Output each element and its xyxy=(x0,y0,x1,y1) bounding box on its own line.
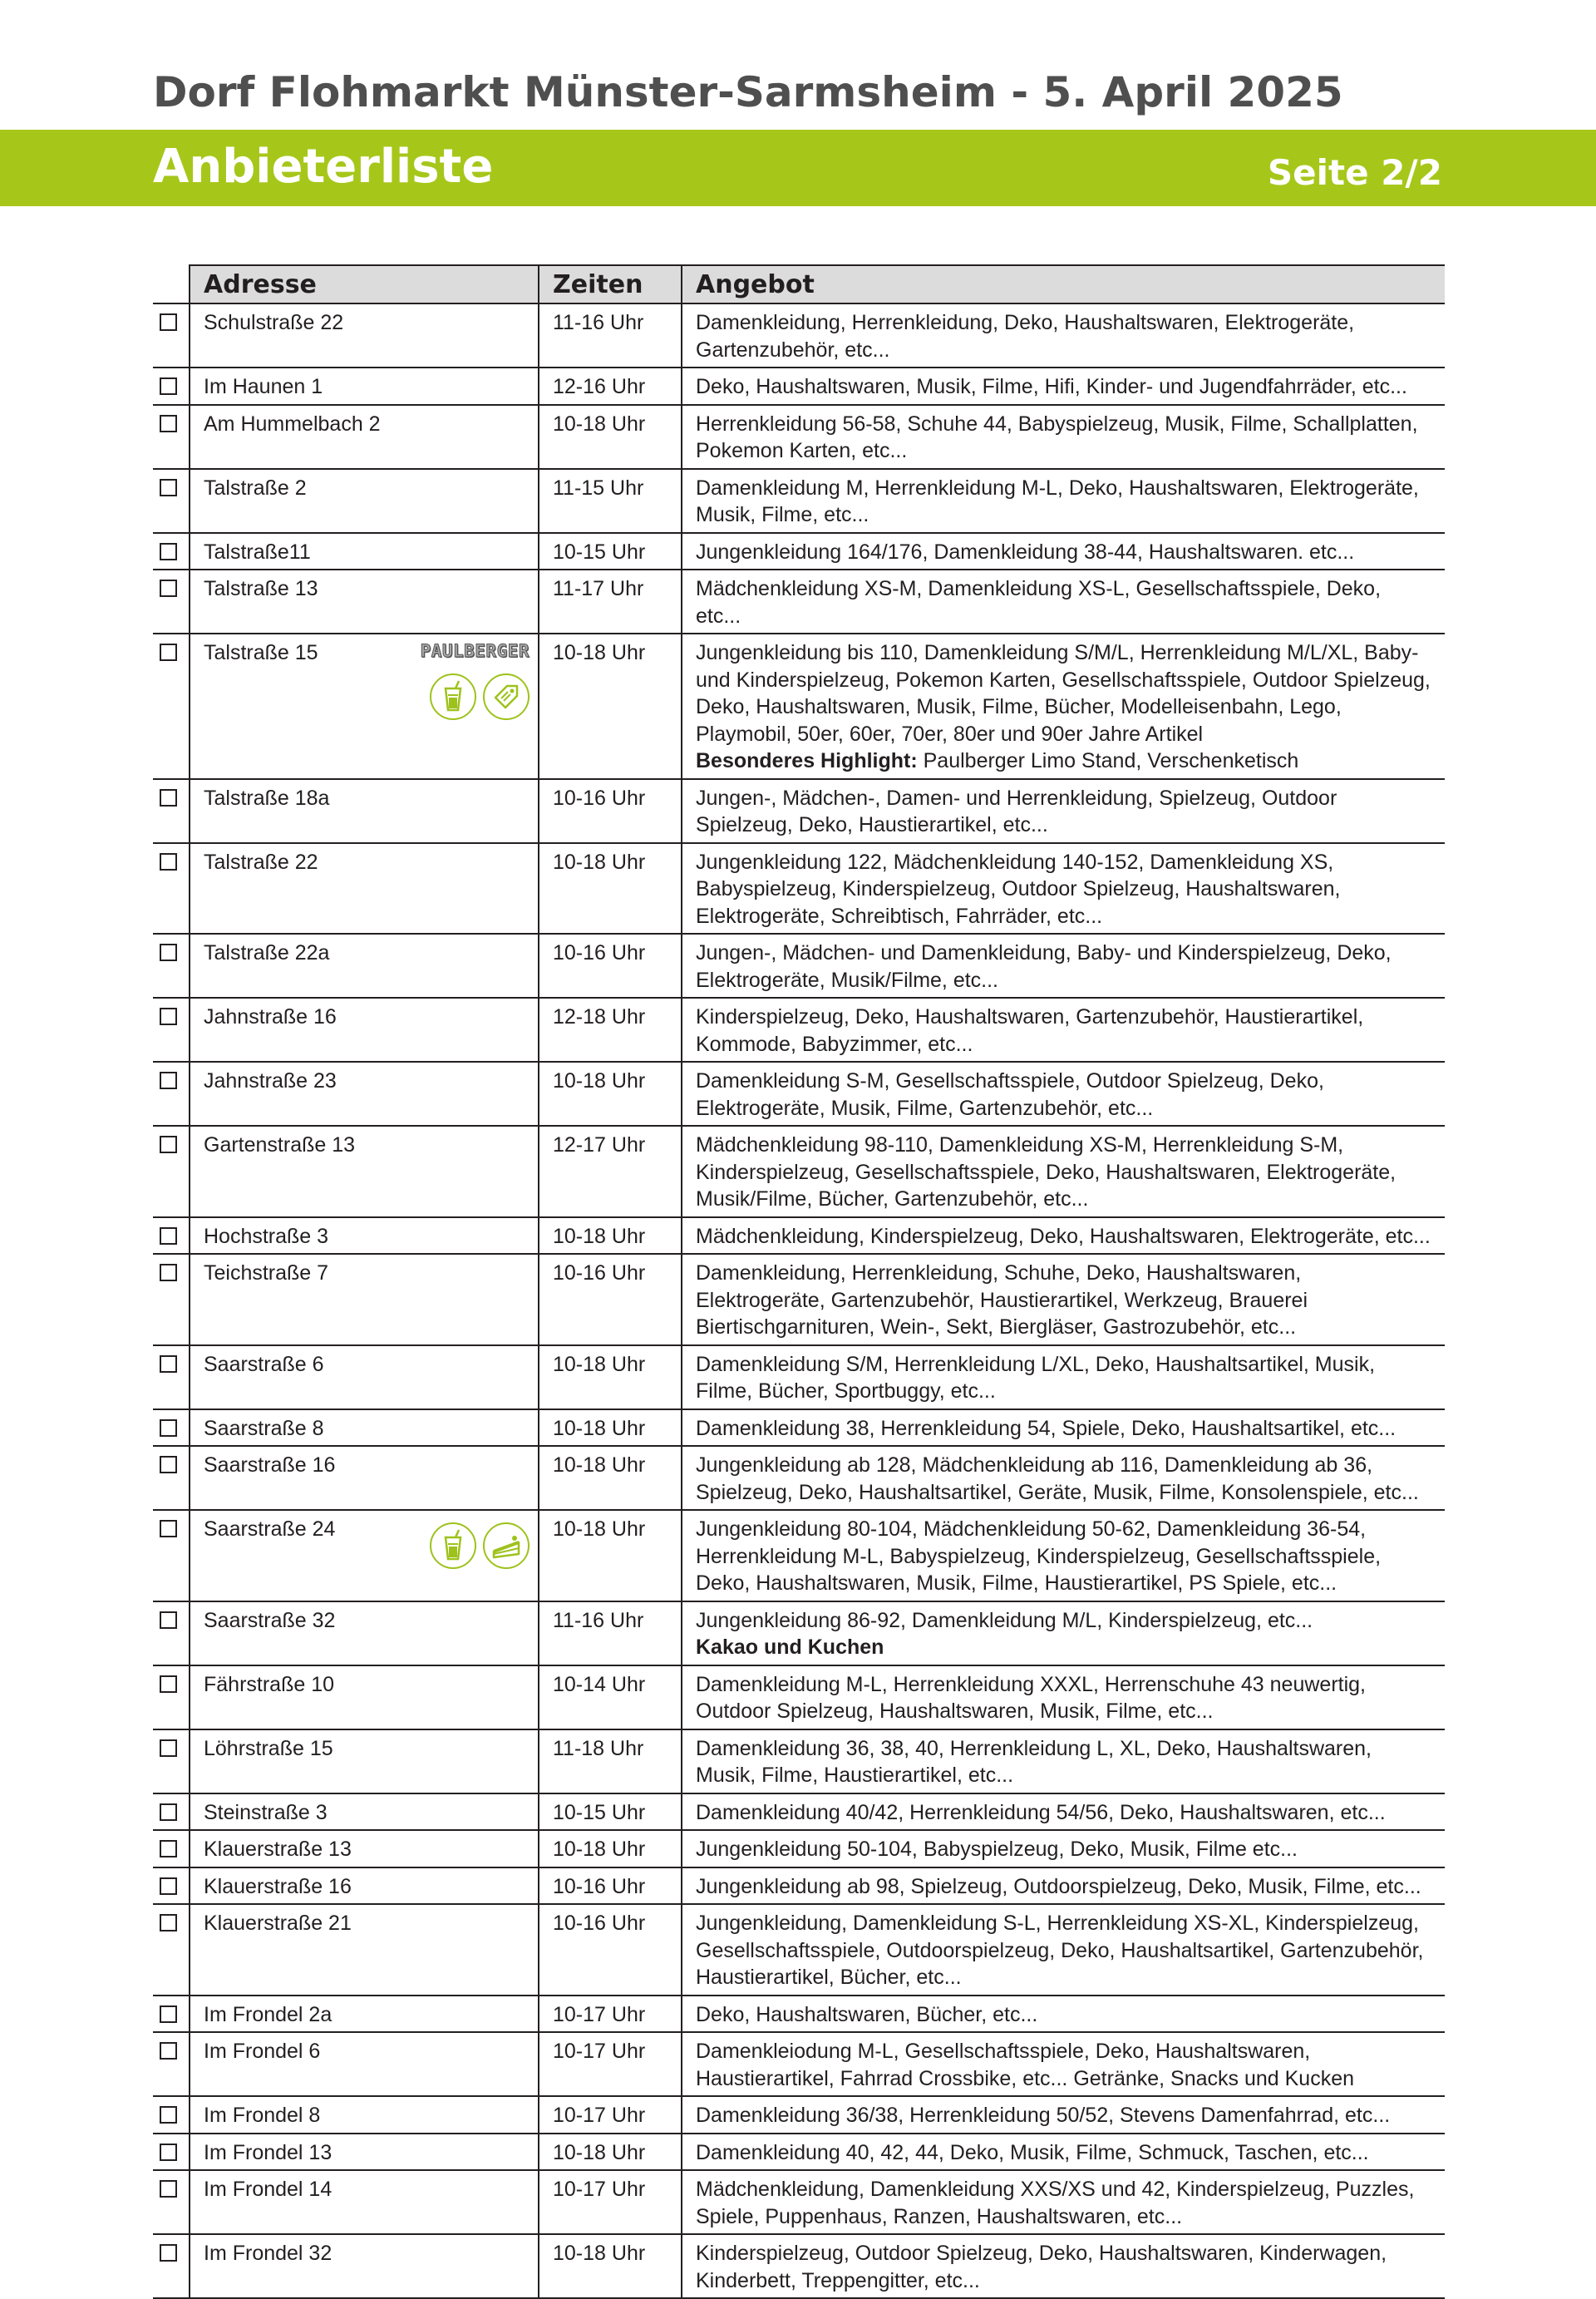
offer-text: Damenkleidung 36, 38, 40, Herrenkleidung L, XL, Deko, Haushaltswaren, Musik, Filme, Haustierartikel, etc... xyxy=(696,1736,1372,1787)
table-row xyxy=(153,934,1445,998)
row-checkbox[interactable] xyxy=(160,2144,177,2161)
row-checkbox[interactable] xyxy=(160,1877,177,1895)
table-row xyxy=(153,1996,1445,2033)
address-cell xyxy=(190,570,539,634)
address-cell xyxy=(190,2096,539,2134)
offer-text: Jungenkleidung ab 98, Spielzeug, Outdoorspielzeug, Deko, Musik, Filme, etc... xyxy=(696,1874,1421,1898)
time-cell: 10-18 Uhr xyxy=(539,405,682,469)
address-text: Saarstraße 6 xyxy=(204,1352,324,1376)
row-checkbox-cell xyxy=(153,934,190,998)
address-text: Am Hummelbach 2 xyxy=(204,412,381,436)
row-checkbox[interactable] xyxy=(160,1840,177,1857)
address-text: Talstraße 15 xyxy=(204,641,318,664)
table-row xyxy=(153,1665,1445,1729)
address-text: Talstraße 22a xyxy=(204,941,330,964)
address-cell xyxy=(190,1345,539,1409)
address-text: Gartenstraße 13 xyxy=(204,1133,356,1157)
table-row xyxy=(153,634,1445,779)
offer-cell xyxy=(682,2134,1445,2171)
time-cell: 12-17 Uhr xyxy=(539,1126,682,1217)
column-header-times: Zeiten xyxy=(539,265,682,303)
row-checkbox[interactable] xyxy=(160,1520,177,1537)
offer-cell xyxy=(682,1217,1445,1255)
table-row xyxy=(153,2234,1445,2298)
table-row xyxy=(153,469,1445,533)
address-text: Im Frondel 2a xyxy=(204,2002,332,2026)
time-cell: 10-16 Uhr xyxy=(539,779,682,843)
address-cell xyxy=(190,1830,539,1867)
column-header-offer: Angebot xyxy=(682,265,1445,303)
offer-cell xyxy=(682,934,1445,998)
address-cell xyxy=(190,1665,539,1729)
row-checkbox-cell xyxy=(153,1345,190,1409)
row-checkbox-cell xyxy=(153,1996,190,2033)
offer-text: Jungenkleidung 80-104, Mädchenkleidung 50-62, Damenkleidung 36-54, Herrenkleidung M-L, Babyspielzeug, Kinderspielzeug, Gesellschaftsspiele, Deko, Haushaltswaren, Musik, Filme, Haustierartikel, PS Spiele, etc... xyxy=(696,1517,1382,1595)
vendor-badges xyxy=(360,638,530,720)
offer-cell xyxy=(682,533,1445,570)
offer-cell xyxy=(682,1996,1445,2033)
table-row xyxy=(153,2032,1445,2096)
drink-icon xyxy=(430,673,476,720)
table-row xyxy=(153,1793,1445,1831)
address-text: Saarstraße 8 xyxy=(204,1416,324,1440)
offer-cell xyxy=(682,998,1445,1062)
offer-text: Jungenkleidung 50-104, Babyspielzeug, Deko, Musik, Filme etc... xyxy=(696,1838,1298,1861)
address-cell xyxy=(190,1409,539,1447)
address-text: Fährstraße 10 xyxy=(204,1672,335,1696)
time-cell: 10-16 Uhr xyxy=(539,1254,682,1345)
row-checkbox-cell xyxy=(153,405,190,469)
address-text: Talstraße 13 xyxy=(204,577,318,600)
offer-text: Mädchenkleidung 98-110, Damenkleidung XS-M, Herrenkleidung S-M, Kinderspielzeug, Gesellschaftsspiele, Deko, Haushaltswaren, Elektrogeräte, Musik/Filme, Bücher, Gartenzubehör, etc... xyxy=(696,1133,1396,1211)
row-checkbox[interactable] xyxy=(160,1739,177,1757)
row-checkbox-cell xyxy=(153,779,190,843)
address-text: Klauerstraße 21 xyxy=(204,1912,352,1935)
address-cell xyxy=(190,634,539,779)
address-cell xyxy=(190,1904,539,1996)
offer-text: Jungenkleidung, Damenkleidung S-L, Herrenkleidung XS-XL, Kinderspielzeug, Gesellschaftsspiele, Outdoorspielzeug, Deko, Haushaltsartikel, Gartenzubehör, Haustierartikel, Bücher, etc... xyxy=(696,1912,1424,1989)
offer-cell xyxy=(682,1409,1445,1447)
address-text: Im Frondel 32 xyxy=(204,2242,332,2265)
row-checkbox-cell xyxy=(153,1126,190,1217)
offer-text: Jungen-, Mädchen-, Damen- und Herrenkleidung, Spielzeug, Outdoor Spielzeug, Deko, Haustierartikel, etc... xyxy=(696,786,1337,836)
time-cell: 10-18 Uhr xyxy=(539,634,682,779)
table-row xyxy=(153,1345,1445,1409)
table-row xyxy=(153,1867,1445,1905)
row-checkbox-cell xyxy=(153,1409,190,1447)
table-row xyxy=(153,2096,1445,2134)
time-cell: 12-16 Uhr xyxy=(539,368,682,405)
offer-cell xyxy=(682,1830,1445,1867)
time-cell: 11-16 Uhr xyxy=(539,303,682,368)
offer-highlight xyxy=(696,747,1431,775)
time-cell: 10-18 Uhr xyxy=(539,1217,682,1255)
offer-cell xyxy=(682,570,1445,634)
offer-text: Damenkleidung, Herrenkleidung, Deko, Haushaltswaren, Elektrogeräte, Gartenzubehör, etc... xyxy=(696,311,1355,362)
time-cell: 10-16 Uhr xyxy=(539,934,682,998)
row-checkbox[interactable] xyxy=(160,580,177,597)
offer-text: Jungenkleidung bis 110, Damenkleidung S/M/L, Herrenkleidung M/L/XL, Baby- und Kinderspielzeug, Pokemon Karten, Gesellschaftsspiele, Outdoor Spielzeug, Deko, Haushaltswaren, Musik, Filme, Bücher, Modelleisenbahn, Lego, Playmobil, 50er, 60er, 70er, 80er und 90er Jahre Artikel xyxy=(696,641,1431,746)
table-row xyxy=(153,405,1445,469)
offer-cell xyxy=(682,1867,1445,1905)
offer-cell xyxy=(682,2096,1445,2134)
address-text: Talstraße11 xyxy=(204,540,311,564)
address-text: Im Frondel 6 xyxy=(204,2040,321,2063)
offer-text: Jungenkleidung 164/176, Damenkleidung 38-44, Haushaltswaren. etc... xyxy=(696,540,1355,564)
offer-cell xyxy=(682,469,1445,533)
offer-cell xyxy=(682,1126,1445,1217)
offer-cell xyxy=(682,1254,1445,1345)
offer-cell xyxy=(682,1345,1445,1409)
offer-text: Kinderspielzeug, Outdoor Spielzeug, Deko, Haushaltswaren, Kinderwagen, Kinderbett, Treppengitter, etc... xyxy=(696,2242,1387,2292)
highlight-text: Paulberger Limo Stand, Verschenketisch xyxy=(917,749,1299,772)
time-cell: 10-18 Uhr xyxy=(539,843,682,935)
row-checkbox[interactable] xyxy=(160,2005,177,2023)
checkbox-column-header xyxy=(153,265,190,303)
row-checkbox-cell xyxy=(153,1904,190,1996)
offer-text: Damenkleidung S/M, Herrenkleidung L/XL, Deko, Haushaltsartikel, Musik, Filme, Bücher, Sportbuggy, etc... xyxy=(696,1352,1376,1403)
row-checkbox-cell xyxy=(153,998,190,1062)
table-row xyxy=(153,1062,1445,1126)
row-checkbox-cell xyxy=(153,2032,190,2096)
drink-icon xyxy=(430,1522,476,1569)
row-checkbox-cell xyxy=(153,1510,190,1601)
offer-text: Jungenkleidung 86-92, Damenkleidung M/L, Kinderspielzeug, etc... xyxy=(696,1608,1313,1632)
offer-text: Damenkleidung 38, Herrenkleidung 54, Spiele, Deko, Haushaltsartikel, etc... xyxy=(696,1416,1396,1440)
highlight-label: Besonderes Highlight: xyxy=(696,749,918,772)
offer-cell xyxy=(682,1062,1445,1126)
vendor-table xyxy=(153,264,1445,2299)
time-cell: 10-17 Uhr xyxy=(539,1996,682,2033)
row-checkbox[interactable] xyxy=(160,644,177,661)
row-checkbox[interactable] xyxy=(160,1456,177,1473)
address-text: Saarstraße 32 xyxy=(204,1608,336,1632)
table-row xyxy=(153,1601,1445,1665)
table-row xyxy=(153,1904,1445,1996)
table-row xyxy=(153,779,1445,843)
address-cell xyxy=(190,368,539,405)
address-cell xyxy=(190,1867,539,1905)
time-cell: 12-18 Uhr xyxy=(539,998,682,1062)
table-header-row xyxy=(153,265,1445,303)
time-cell: 10-18 Uhr xyxy=(539,2234,682,2298)
offer-cell xyxy=(682,1793,1445,1831)
row-checkbox[interactable] xyxy=(160,789,177,807)
row-checkbox[interactable] xyxy=(160,313,177,331)
vendor-rows xyxy=(153,303,1445,2298)
row-checkbox[interactable] xyxy=(160,1611,177,1629)
row-checkbox-cell xyxy=(153,1601,190,1665)
brand-logo: PAULBERGER xyxy=(420,641,530,661)
time-cell: 11-16 Uhr xyxy=(539,1601,682,1665)
row-checkbox-cell xyxy=(153,368,190,405)
address-text: Schulstraße 22 xyxy=(204,311,344,334)
row-checkbox-cell xyxy=(153,634,190,779)
time-cell: 10-18 Uhr xyxy=(539,2134,682,2171)
row-checkbox[interactable] xyxy=(160,415,177,432)
row-checkbox[interactable] xyxy=(160,1675,177,1693)
row-checkbox[interactable] xyxy=(160,853,177,871)
row-checkbox[interactable] xyxy=(160,2244,177,2262)
offer-text: Damenkleiodung M-L, Gesellschaftsspiele, Deko, Haushaltswaren, Haustierartikel, Fahrrad Crossbike, etc... Getränke, Snacks und Kucken xyxy=(696,2040,1355,2090)
time-cell: 11-17 Uhr xyxy=(539,570,682,634)
address-cell xyxy=(190,1446,539,1510)
address-cell xyxy=(190,1126,539,1217)
offer-cell xyxy=(682,1729,1445,1793)
row-checkbox-cell xyxy=(153,1062,190,1126)
address-text: Im Haunen 1 xyxy=(204,375,323,398)
offer-text: Mädchenkleidung, Kinderspielzeug, Deko, Haushaltswaren, Elektrogeräte, etc... xyxy=(696,1224,1431,1248)
offer-cell xyxy=(682,1904,1445,1996)
offer-cell xyxy=(682,1601,1445,1665)
address-cell xyxy=(190,1254,539,1345)
row-checkbox-cell xyxy=(153,1729,190,1793)
row-checkbox-cell xyxy=(153,1830,190,1867)
address-text: Jahnstraße 16 xyxy=(204,1005,337,1029)
offer-text: Damenkleidung, Herrenkleidung, Schuhe, Deko, Haushaltswaren, Elektrogeräte, Gartenzubehör, Haustierartikel, Werkzeug, Brauerei Biertischgarnituren, Wein-, Sekt, Biergläser, Gastrozubehör, etc... xyxy=(696,1261,1308,1339)
address-text: Saarstraße 24 xyxy=(204,1517,336,1541)
row-checkbox[interactable] xyxy=(160,1355,177,1373)
offer-cell xyxy=(682,1446,1445,1510)
row-checkbox-cell xyxy=(153,1867,190,1905)
row-checkbox-cell xyxy=(153,533,190,570)
address-text: Talstraße 2 xyxy=(204,476,307,500)
table-row xyxy=(153,368,1445,405)
address-text: Jahnstraße 23 xyxy=(204,1069,337,1093)
offer-cell xyxy=(682,2032,1445,2096)
row-checkbox-cell xyxy=(153,2096,190,2134)
document-title: Dorf Flohmarkt Münster-Sarmsheim - 5. April 2025 xyxy=(153,68,1343,116)
row-checkbox[interactable] xyxy=(160,944,177,961)
vendor-badges xyxy=(360,1514,530,1569)
table-row xyxy=(153,1409,1445,1447)
row-checkbox[interactable] xyxy=(160,2180,177,2198)
table-row xyxy=(153,533,1445,570)
offer-cell xyxy=(682,368,1445,405)
table-row xyxy=(153,303,1445,368)
address-cell xyxy=(190,405,539,469)
time-cell: 10-17 Uhr xyxy=(539,2170,682,2234)
address-cell xyxy=(190,1601,539,1665)
address-cell xyxy=(190,1729,539,1793)
offer-cell xyxy=(682,1510,1445,1601)
time-cell: 10-18 Uhr xyxy=(539,1409,682,1447)
table-row xyxy=(153,1217,1445,1255)
offer-text: Jungenkleidung ab 128, Mädchenkleidung ab 116, Damenkleidung ab 36, Spielzeug, Deko, Haushaltsartikel, Geräte, Musik, Filme, Konsolenspiele, etc... xyxy=(696,1453,1419,1504)
row-checkbox-cell xyxy=(153,1254,190,1345)
table-row xyxy=(153,1510,1445,1601)
address-text: Hochstraße 3 xyxy=(204,1224,329,1248)
offer-text: Damenkleidung 40/42, Herrenkleidung 54/56, Deko, Haushaltswaren, etc... xyxy=(696,1800,1386,1824)
address-cell xyxy=(190,1996,539,2033)
address-cell xyxy=(190,1510,539,1601)
address-cell xyxy=(190,934,539,998)
row-checkbox-cell xyxy=(153,2234,190,2298)
offer-text: Mädchenkleidung, Damenkleidung XXS/XS und 42, Kinderspielzeug, Puzzles, Spiele, Puppenhaus, Ranzen, Haushaltswaren, etc... xyxy=(696,2178,1415,2228)
address-cell xyxy=(190,2234,539,2298)
row-checkbox-cell xyxy=(153,843,190,935)
address-cell xyxy=(190,1793,539,1831)
table-row xyxy=(153,2134,1445,2171)
address-cell xyxy=(190,1217,539,1255)
time-cell: 10-17 Uhr xyxy=(539,2032,682,2096)
offer-text: Kinderspielzeug, Deko, Haushaltswaren, Gartenzubehör, Haustierartikel, Kommode, Babyzimmer, etc... xyxy=(696,1005,1364,1056)
address-cell xyxy=(190,998,539,1062)
table-row xyxy=(153,1830,1445,1867)
offer-cell xyxy=(682,1665,1445,1729)
row-checkbox-cell xyxy=(153,2134,190,2171)
time-cell: 10-18 Uhr xyxy=(539,1062,682,1126)
time-cell: 10-15 Uhr xyxy=(539,1793,682,1831)
row-checkbox-cell xyxy=(153,469,190,533)
row-checkbox[interactable] xyxy=(160,1419,177,1437)
row-checkbox[interactable] xyxy=(160,1136,177,1153)
offer-text: Damenkleidung 40, 42, 44, Deko, Musik, Filme, Schmuck, Taschen, etc... xyxy=(696,2140,1369,2164)
offer-text: Deko, Haushaltswaren, Musik, Filme, Hifi, Kinder- und Jugendfahrräder, etc... xyxy=(696,375,1407,398)
table-row xyxy=(153,1254,1445,1345)
address-cell xyxy=(190,533,539,570)
row-checkbox-cell xyxy=(153,570,190,634)
address-text: Klauerstraße 16 xyxy=(204,1874,352,1898)
icon-row xyxy=(360,673,530,720)
row-checkbox[interactable] xyxy=(160,479,177,496)
row-checkbox[interactable] xyxy=(160,2106,177,2124)
address-text: Saarstraße 16 xyxy=(204,1453,336,1477)
table-row xyxy=(153,2170,1445,2234)
column-header-address: Adresse xyxy=(190,265,539,303)
time-cell: 11-18 Uhr xyxy=(539,1729,682,1793)
row-checkbox[interactable] xyxy=(160,1072,177,1089)
row-checkbox-cell xyxy=(153,1665,190,1729)
offer-text: Damenkleidung 36/38, Herrenkleidung 50/52, Stevens Damenfahrrad, etc... xyxy=(696,2104,1391,2127)
offer-text: Damenkleidung M-L, Herrenkleidung XXXL, Herrenschuhe 43 neuwertig, Outdoor Spielzeug, Haushaltswaren, Musik, Filme, etc... xyxy=(696,1672,1366,1723)
table-row xyxy=(153,998,1445,1062)
time-cell: 10-16 Uhr xyxy=(539,1904,682,1996)
row-checkbox[interactable] xyxy=(160,1914,177,1931)
table-row xyxy=(153,843,1445,935)
address-text: Löhrstraße 15 xyxy=(204,1736,333,1760)
time-cell: 10-18 Uhr xyxy=(539,1510,682,1601)
icon-row xyxy=(360,1522,530,1569)
offer-text: Damenkleidung S-M, Gesellschaftsspiele, Outdoor Spielzeug, Deko, Elektrogeräte, Musik, Filme, Gartenzubehör, etc... xyxy=(696,1069,1324,1120)
table-row xyxy=(153,570,1445,634)
offer-text: Deko, Haushaltswaren, Bücher, etc... xyxy=(696,2002,1038,2026)
address-text: Im Frondel 14 xyxy=(204,2178,332,2201)
address-text: Teichstraße 7 xyxy=(204,1261,329,1285)
time-cell: 10-15 Uhr xyxy=(539,533,682,570)
row-checkbox-cell xyxy=(153,1446,190,1510)
address-text: Im Frondel 8 xyxy=(204,2104,321,2127)
offer-cell xyxy=(682,2234,1445,2298)
table-row xyxy=(153,1446,1445,1510)
address-cell xyxy=(190,469,539,533)
header-band xyxy=(0,130,1596,206)
row-checkbox[interactable] xyxy=(160,2042,177,2060)
row-checkbox[interactable] xyxy=(160,1008,177,1025)
row-checkbox-cell xyxy=(153,303,190,368)
cake-icon xyxy=(483,1522,530,1569)
offer-text: Herrenkleidung 56-58, Schuhe 44, Babyspielzeug, Musik, Filme, Schallplatten, Pokemon Karten, etc... xyxy=(696,412,1418,462)
row-checkbox[interactable] xyxy=(160,1227,177,1245)
tag-icon xyxy=(483,673,530,720)
offer-cell xyxy=(682,303,1445,368)
offer-cell xyxy=(682,779,1445,843)
table-row xyxy=(153,1729,1445,1793)
offer-text: Jungenkleidung 122, Mädchenkleidung 140-152, Damenkleidung XS, Babyspielzeug, Kinderspielzeug, Outdoor Spielzeug, Haushaltswaren, Elektrogeräte, Schreibtisch, Fahrräder, etc... xyxy=(696,850,1341,928)
time-cell: 10-17 Uhr xyxy=(539,2096,682,2134)
row-checkbox-cell xyxy=(153,2170,190,2234)
address-cell xyxy=(190,843,539,935)
time-cell: 10-14 Uhr xyxy=(539,1665,682,1729)
address-text: Talstraße 18a xyxy=(204,786,330,810)
row-checkbox[interactable] xyxy=(160,543,177,560)
address-cell xyxy=(190,2032,539,2096)
row-checkbox[interactable] xyxy=(160,1803,177,1821)
offer-cell xyxy=(682,843,1445,935)
highlight-label: Kakao und Kuchen xyxy=(696,1635,884,1659)
address-text: Klauerstraße 13 xyxy=(204,1838,352,1861)
address-text: Talstraße 22 xyxy=(204,850,318,874)
table-row xyxy=(153,1126,1445,1217)
row-checkbox[interactable] xyxy=(160,377,177,395)
offer-cell xyxy=(682,634,1445,779)
address-text: Im Frondel 13 xyxy=(204,2140,332,2164)
address-cell xyxy=(190,779,539,843)
address-cell xyxy=(190,2134,539,2171)
time-cell: 10-18 Uhr xyxy=(539,1830,682,1867)
row-checkbox[interactable] xyxy=(160,1264,177,1281)
time-cell: 10-18 Uhr xyxy=(539,1446,682,1510)
time-cell: 11-15 Uhr xyxy=(539,469,682,533)
offer-text: Jungen-, Mädchen- und Damenkleidung, Baby- und Kinderspielzeug, Deko, Elektrogeräte, Musik/Filme, etc... xyxy=(696,941,1392,992)
address-text: Steinstraße 3 xyxy=(204,1800,328,1824)
row-checkbox-cell xyxy=(153,1217,190,1255)
page-indicator: Seite 2/2 xyxy=(1267,152,1442,193)
time-cell: 10-18 Uhr xyxy=(539,1345,682,1409)
offer-text: Damenkleidung M, Herrenkleidung M-L, Deko, Haushaltswaren, Elektrogeräte, Musik, Filme, etc... xyxy=(696,476,1419,526)
address-cell xyxy=(190,303,539,368)
offer-cell xyxy=(682,405,1445,469)
time-cell: 10-16 Uhr xyxy=(539,1867,682,1905)
offer-cell xyxy=(682,2170,1445,2234)
offer-text: Mädchenkleidung XS-M, Damenkleidung XS-L, Gesellschaftsspiele, Deko, etc... xyxy=(696,577,1382,628)
offer-highlight xyxy=(696,1634,1431,1661)
row-checkbox-cell xyxy=(153,1793,190,1831)
list-title: Anbieterliste xyxy=(153,140,494,194)
address-cell xyxy=(190,1062,539,1126)
address-cell xyxy=(190,2170,539,2234)
